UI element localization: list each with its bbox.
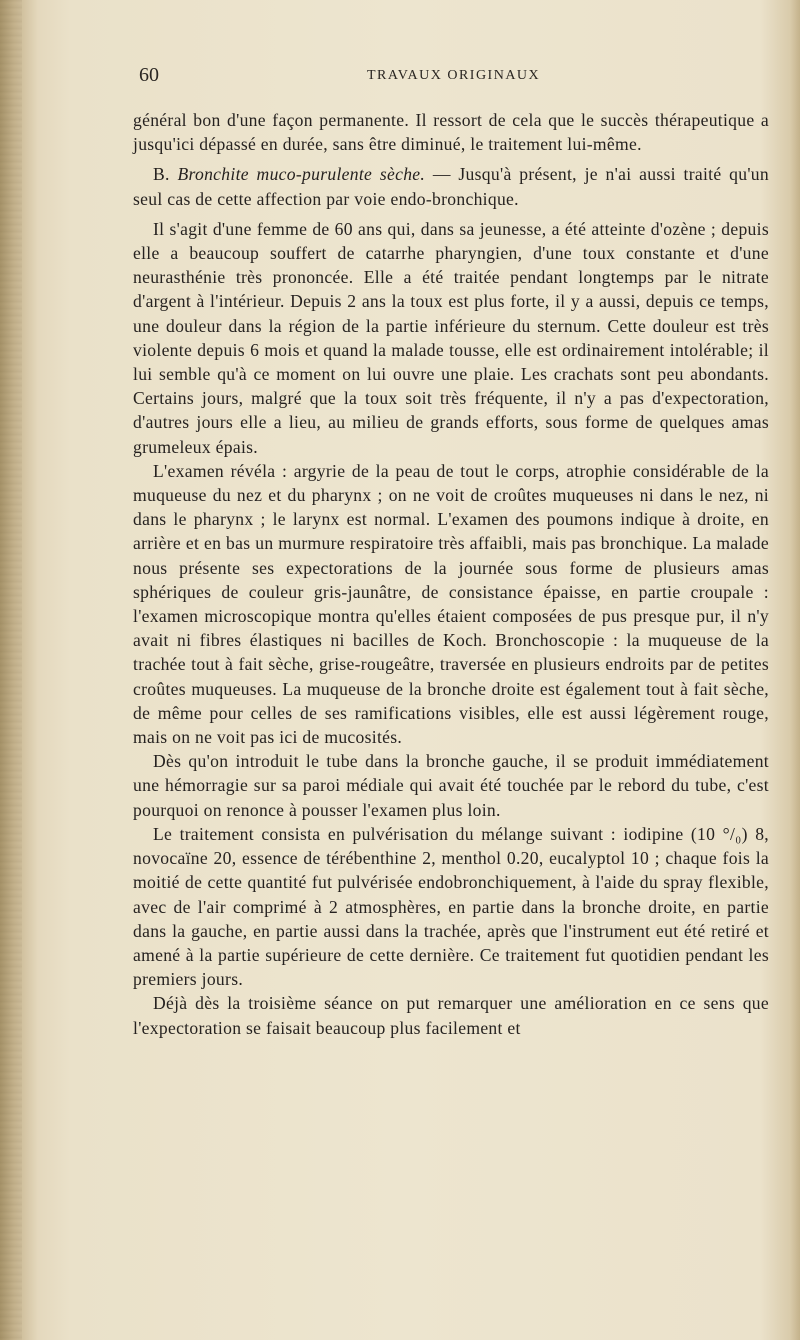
page-number: 60 bbox=[139, 64, 159, 86]
paragraph-improvement: Déjà dès la troisième séance on put remarquer une amélioration en ce sens que l'expectoration se faisait beaucoup plus facilement et bbox=[133, 993, 769, 1038]
section-title: Bronchite muco-purulente sèche. bbox=[177, 164, 426, 185]
page-gutter-shadow bbox=[0, 0, 22, 1340]
section-letter: B. bbox=[153, 164, 170, 185]
paragraph-case-history: Il s'agit d'une femme de 60 ans qui, dans sa jeunesse, a été atteinte d'ozène ; depuis elle a beaucoup souffert de catarrhe pharyngien, d'une toux constante et d'une neurasthénie très prononcée. Elle a été traitée pendant longtemps par le nitrate d'argent à l'intérieur. Depuis 2 ans la toux est plus forte, il y a aussi, depuis ce temps, une douleur dans la région de la partie inférieure du sternum. Cette douleur est très violente depuis 6 mois et quand la malade tousse, elle est ordinairement intolérable; il lui semble qu'à ce moment on lui ouvre une plaie. Les crachats sont peu abondants. Certains jours, malgré que la toux soit très fréquente, il n'y a pas d'expectoration, d'autres jours elle a lieu, au milieu de grands efforts, sous forme de quelques amas grumeleux épais. bbox=[133, 218, 769, 457]
section-b-paragraph bbox=[133, 162, 769, 210]
section-intro-text: — Jusqu'à présent, je n'ai aussi traité qu'un seul cas de cette affection par voie endo-bronchique. bbox=[133, 164, 769, 209]
page-header bbox=[139, 64, 769, 88]
paragraph-hemorrhage: Dès qu'on introduit le tube dans la bronche gauche, il se produit immédiatement une hémorragie sur sa paroi médiale qui avait été touchée par le rebord du tube, c'est pourquoi on renonce à pousser l'examen plus loin. bbox=[133, 751, 769, 820]
article-body bbox=[133, 108, 769, 1040]
paragraph-treatment: Le traitement consista en pulvérisation du mélange suivant : iodipine (10 °/₀) 8, novocaïne 20, essence de térébenthine 2, menthol 0.20, eucalyptol 10 ; chaque fois la moitié de cette quantité fut pulvérisée endobronchiquement, à l'aide du spray flexible, avec de l'air comprimé à 2 atmosphères, en partie dans la bronche droite, en partie dans la gauche, en partie aussi dans la trachée, après que l'instrument eut été retiré et amené à la partie supérieure de cette dernière. Ce traitement fut quotidien pendant les premiers jours. bbox=[133, 823, 769, 990]
paragraph-examination: L'examen révéla : argyrie de la peau de tout le corps, atrophie considérable de la muqueuse du nez et du pharynx ; on ne voit de croûtes muqueuses ni dans le nez, ni dans le pharynx ; le larynx est normal. L'examen des poumons indique à droite, en arrière et en bas un murmure respiratoire très affaibli, mais pas bronchique. La malade nous présente ses expectorations de la journée sous forme de plusieurs amas sphériques de couleur gris-jaunâtre, de consistance épaisse, en partie croupale : l'examen microscopique montra qu'elles étaient composées de pus presque pur, il n'y avait ni fibres élastiques ni bacilles de Koch. Bronchoscopie : la muqueuse de la trachée tout à fait sèche, grise-rougeâtre, traversée en plusieurs endroits par de petites croûtes muqueuses. La muqueuse de la bronche droite est également tout à fait sèche, de même pour celles de ses ramifications visibles, elle est aussi légèrement rouge, mais on ne voit pas ici de mucosités. bbox=[133, 460, 769, 748]
running-head: TRAVAUX ORIGINAUX bbox=[367, 68, 541, 83]
paragraph-continuation: général bon d'une façon permanente. Il ressort de cela que le succès thérapeutique a jusqu'ici dépassé en durée, sans être diminué, le traitement lui-même. bbox=[133, 110, 769, 155]
